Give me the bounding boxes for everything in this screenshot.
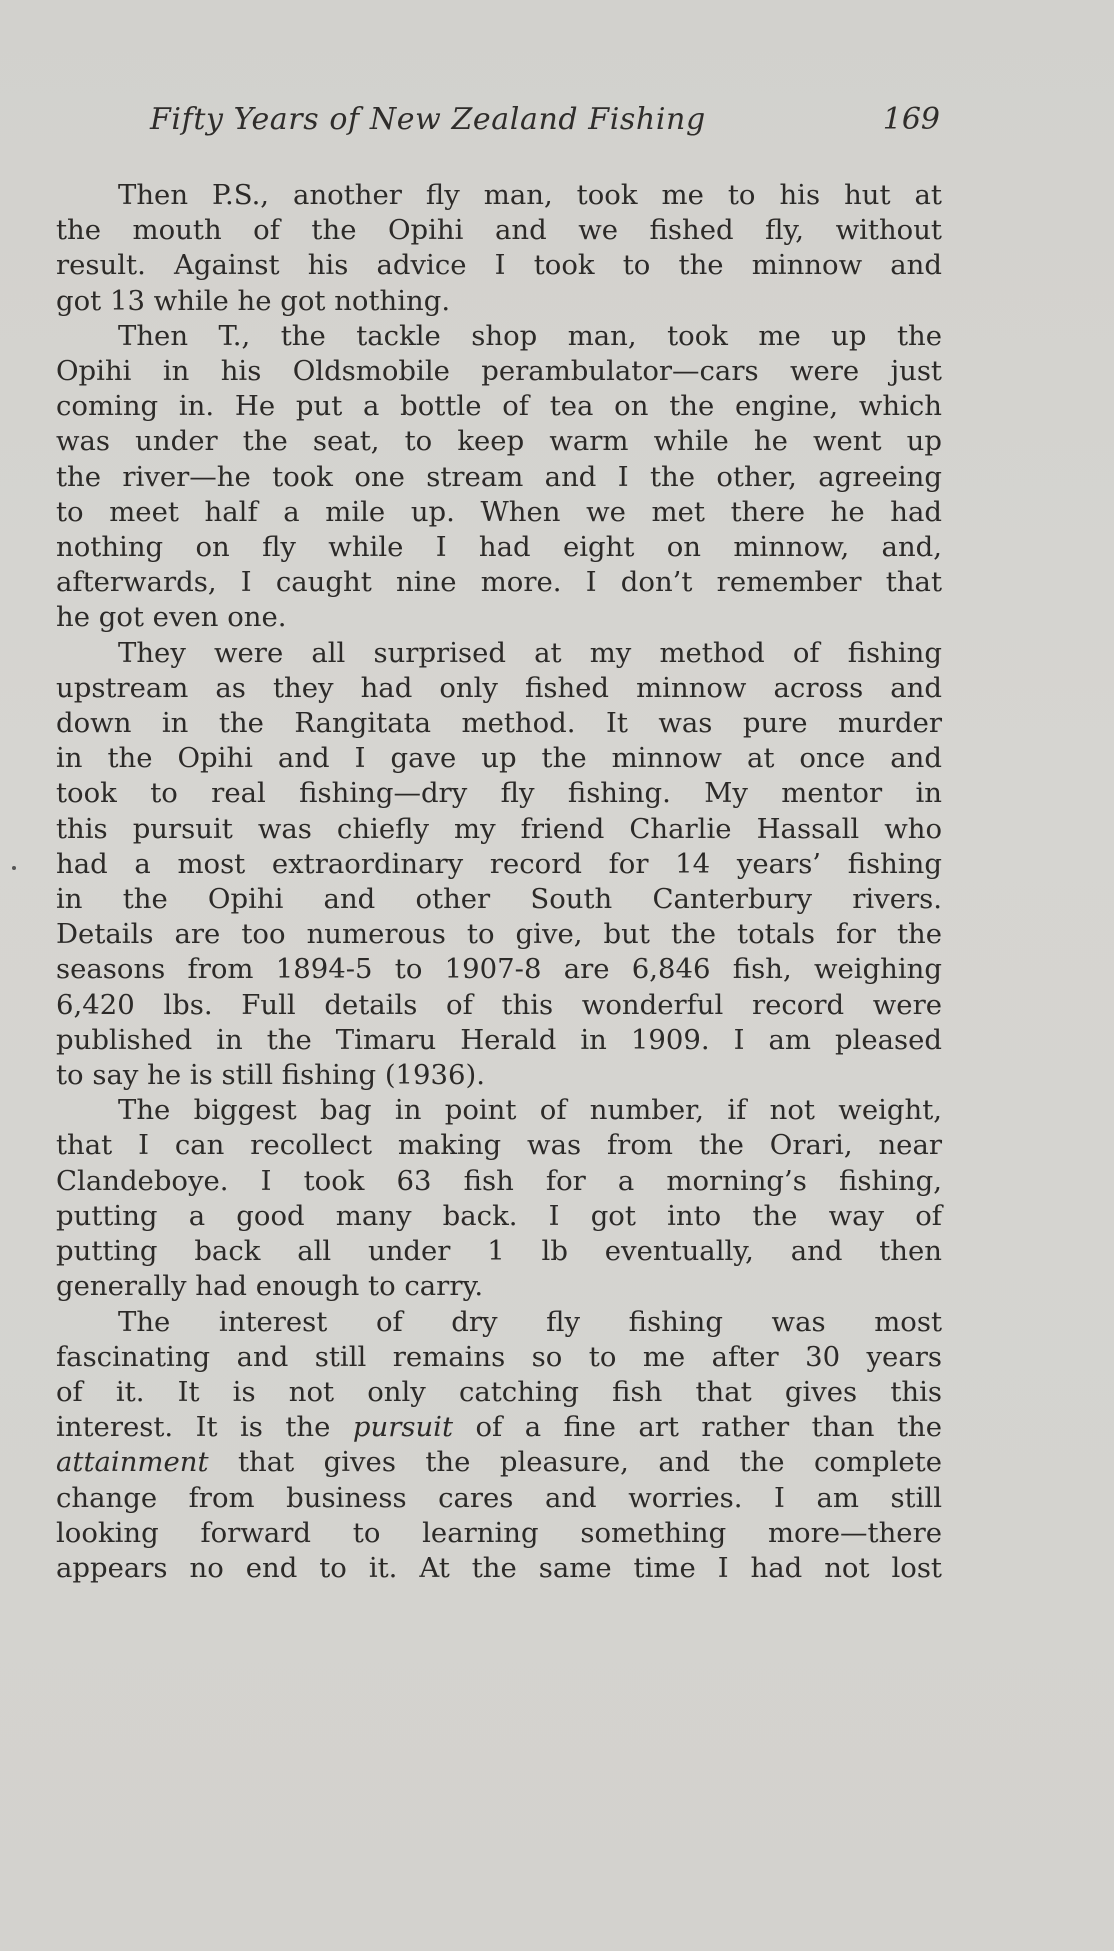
italic-segment-pursuit: pursuit bbox=[352, 1411, 454, 1444]
text-line: of it. It is not only catching fish that gives this bbox=[56, 1375, 942, 1408]
text-line-mixed bbox=[56, 1410, 942, 1445]
text-line: to say he is still fishing (1936). bbox=[56, 1059, 486, 1092]
text-line: seasons from 1894-5 to 1907-8 are 6,846 fish, weighing bbox=[56, 953, 942, 986]
text-line: afterwards, I caught nine more. I don’t remember that bbox=[56, 566, 942, 599]
paragraph-2 bbox=[56, 319, 942, 636]
italic-segment-attainment: attainment bbox=[56, 1446, 209, 1479]
text-line: Then P.S., another fly man, took me to his hut at bbox=[118, 179, 942, 211]
text-line: took to real fishing—dry fly fishing. My mentor in bbox=[56, 777, 942, 810]
text-line: generally had enough to carry. bbox=[56, 1270, 484, 1303]
text-line: the mouth of the Opihi and we fished fly, without bbox=[56, 214, 942, 247]
margin-mark bbox=[12, 866, 16, 870]
text-line: The interest of dry fly fishing was most bbox=[118, 1305, 942, 1338]
text-line: to meet half a mile up. When we met there he had bbox=[56, 495, 942, 528]
text-line: putting a good many back. I got into the way of bbox=[56, 1199, 942, 1232]
text-line-mixed bbox=[56, 1445, 942, 1480]
text-line: result. Against his advice I took to the minnow and bbox=[56, 249, 942, 282]
page-number: 169 bbox=[882, 102, 940, 137]
text-line: this pursuit was chiefly my friend Charlie Hassall who bbox=[56, 812, 942, 845]
text-line: 6,420 lbs. Full details of this wonderful record were bbox=[56, 988, 942, 1021]
text-line: upstream as they had only fished minnow across and bbox=[56, 671, 942, 704]
paragraph-1 bbox=[56, 178, 942, 319]
text-line: coming in. He put a bottle of tea on the engine, which bbox=[56, 390, 942, 423]
text-line: Opihi in his Oldsmobile perambulator—cars were just bbox=[56, 355, 942, 388]
text-line: that I can recollect making was from the Orari, near bbox=[56, 1129, 942, 1162]
text-line: fascinating and still remains so to me after 30 years bbox=[56, 1340, 942, 1373]
body-text bbox=[56, 178, 942, 1586]
text-line: looking forward to learning something more—there bbox=[56, 1516, 942, 1549]
text-segment: interest. It is the bbox=[56, 1411, 353, 1444]
text-line: Then T., the tackle shop man, took me up the bbox=[118, 319, 942, 352]
running-title: Fifty Years of New Zealand Fishing bbox=[150, 102, 706, 137]
text-segment: of a fine art rather than the bbox=[453, 1411, 942, 1444]
text-line: They were all surprised at my method of fishing bbox=[118, 636, 942, 669]
text-segment: that gives the pleasure, and the complete bbox=[208, 1446, 942, 1479]
text-line: published in the Timaru Herald in 1909. I am pleased bbox=[56, 1023, 942, 1056]
text-line: was under the seat, to keep warm while he went up bbox=[56, 425, 942, 458]
text-line: nothing on fly while I had eight on minnow, and, bbox=[56, 531, 942, 564]
text-line: down in the Rangitata method. It was pure murder bbox=[56, 707, 942, 740]
text-line: change from business cares and worries. I am still bbox=[56, 1481, 942, 1514]
paragraph-5 bbox=[56, 1305, 942, 1587]
text-line: putting back all under 1 lb eventually, and then bbox=[56, 1235, 942, 1268]
text-line: in the Opihi and I gave up the minnow at once and bbox=[56, 742, 942, 775]
text-line: in the Opihi and other South Canterbury rivers. bbox=[56, 883, 942, 916]
paragraph-4 bbox=[56, 1093, 942, 1304]
text-line: he got even one. bbox=[56, 601, 287, 634]
text-line: The biggest bag in point of number, if not weight, bbox=[118, 1094, 942, 1127]
text-line: Clandeboye. I took 63 fish for a morning’s fishing, bbox=[56, 1164, 942, 1197]
text-line: Details are too numerous to give, but the totals for the bbox=[56, 918, 942, 951]
text-line: got 13 while he got nothing. bbox=[56, 284, 451, 317]
text-line: the river—he took one stream and I the other, agreeing bbox=[56, 460, 942, 493]
paragraph-3 bbox=[56, 636, 942, 1094]
text-line: had a most extraordinary record for 14 years’ fishing bbox=[56, 847, 942, 880]
running-header bbox=[150, 102, 940, 146]
text-line: appears no end to it. At the same time I had not lost bbox=[56, 1551, 942, 1584]
